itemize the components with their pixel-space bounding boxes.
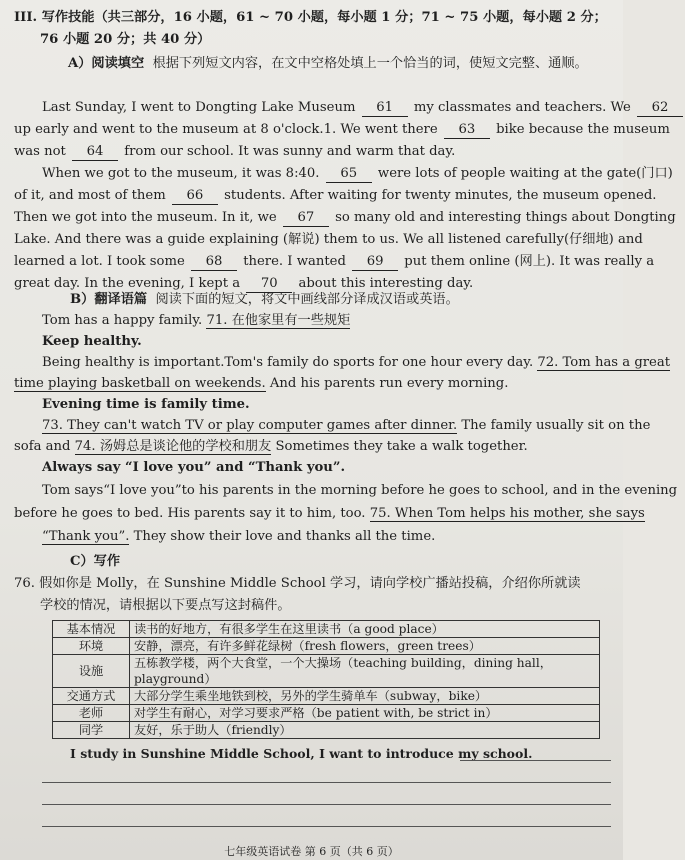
- part-c-question-line2: 学校的情况，请根据以下要点写这封稿件。: [40, 598, 291, 613]
- page-footer: 七年级英语试卷 第 6 页（共 6 页）: [224, 845, 399, 858]
- part-b-line4: 73. They can't watch TV or play computer games after dinner. The family usually sit on the: [42, 418, 651, 433]
- answer-blank[interactable]: 61: [362, 100, 408, 117]
- passage-text: When we got to the museum, it was 8:40.: [42, 166, 320, 181]
- row-value-text: 友好，乐于助人（friendly）: [134, 723, 292, 737]
- passage-text: of it, and most of them: [14, 188, 166, 203]
- row-value-text: 读书的好地方，有很多学生在这里读书（a good place）: [134, 622, 444, 636]
- passage-text: my classmates and teachers. We: [413, 100, 631, 115]
- table-row: [53, 705, 600, 722]
- row-value-text: 安静，漂亮，有许多鲜花绿树（fresh flowers，green trees）: [134, 639, 481, 653]
- table-row: [53, 655, 600, 688]
- part-b-line1: Tom has a happy family. 71. 在他家里有一些规矩: [42, 313, 351, 328]
- row-key: 基本情况: [53, 621, 130, 638]
- passage-text: so many old and interesting things about Dongting: [335, 210, 676, 225]
- row-key: 环境: [53, 638, 130, 655]
- part-b-line8: “Thank you”. They show their love and thanks all the time.: [42, 529, 436, 544]
- passage-text: were lots of people waiting at the gate(门口): [377, 166, 673, 181]
- row-value: [130, 722, 600, 739]
- part-a-title: A）阅读填空: [68, 56, 145, 71]
- blank-71: 71. 在他家里有一些规矩: [206, 313, 351, 328]
- passage-text: up early and went to the museum at 8 o'clock.1. We went there: [14, 122, 438, 137]
- blank-74: 74. 汤姆总是谈论他的学校和朋友: [74, 439, 272, 454]
- answer-blank[interactable]: 68: [191, 254, 237, 271]
- blank-73: 73. They can't watch TV or play computer games after dinner.: [42, 418, 458, 433]
- row-value: [130, 621, 600, 638]
- heading-keep-healthy: Keep healthy.: [42, 334, 142, 349]
- passage-text: students. After waiting for twenty minutes, the museum opened.: [224, 188, 657, 203]
- part-a-line: [14, 208, 676, 228]
- passage-text: learned a lot. I took some: [14, 254, 185, 269]
- writing-line[interactable]: [42, 782, 611, 783]
- passage-text: Lake. And there was a guide explaining (解说) them to us. We all listened carefully(仔细地) and: [14, 232, 643, 247]
- part-a-line: [14, 252, 655, 272]
- part-a-line: [42, 98, 669, 118]
- part-a-line: [14, 120, 670, 140]
- row-value-text: playground）: [134, 672, 217, 686]
- row-value-text: 大部分学生乘坐地铁到校，另外的学生骑单车（subway，bike）: [134, 689, 488, 703]
- part-b-line2: Being healthy is important.Tom's family do sports for one hour every day. 72. Tom has a great: [42, 355, 671, 370]
- passage-text: Last Sunday, I went to Dongting Lake Museum: [42, 100, 356, 115]
- answer-blank[interactable]: 69: [352, 254, 398, 271]
- answer-blank[interactable]: 62: [637, 100, 683, 117]
- part-c-title: C）写作: [70, 554, 121, 569]
- row-value-text: 对学生有耐心，对学习要求严格（be patient with, be strict in）: [134, 706, 498, 720]
- part-b-heading: [70, 290, 615, 310]
- row-key: 交通方式: [53, 688, 130, 705]
- section-header-line2: 76 小题 20 分；共 40 分）: [40, 32, 211, 47]
- passage-text: Then we got into the museum. In it, we: [14, 210, 277, 225]
- row-key: 设施: [53, 655, 130, 688]
- part-b-line5: sofa and 74. 汤姆总是谈论他的学校和朋友 Sometimes they take a walk together.: [14, 439, 528, 454]
- row-key: 老师: [53, 705, 130, 722]
- answer-blank[interactable]: 65: [326, 166, 372, 183]
- table-row: [53, 638, 600, 655]
- passage-text: great day. In the evening, I kept a: [14, 276, 241, 291]
- passage-text: was not: [14, 144, 66, 159]
- answer-blank[interactable]: 63: [444, 122, 490, 139]
- row-key: 同学: [53, 722, 130, 739]
- writing-opening-sentence: I study in Sunshine Middle School, I want to introduce my school.: [70, 746, 533, 761]
- heading-say-love: Always say “I love you” and “Thank you”.: [42, 460, 346, 475]
- part-a-line: [14, 186, 657, 206]
- row-value: [130, 638, 600, 655]
- row-value: [130, 655, 600, 688]
- heading-family-time: Evening time is family time.: [42, 397, 250, 412]
- blank-75: 75. When Tom helps his mother, she says: [369, 506, 645, 521]
- part-a-line: [14, 142, 615, 162]
- part-b-line6: Tom says“I love you”to his parents in the morning before he goes to school, and in the evening: [42, 483, 678, 498]
- row-value-text: 五栋教学楼，两个大食堂，一个大操场（teaching building，dining hall，: [134, 656, 552, 670]
- passage-text: about this interesting day.: [298, 276, 474, 291]
- writing-line[interactable]: [42, 826, 611, 827]
- part-b-title: B）翻译语篇: [70, 292, 148, 307]
- part-a-line: [14, 230, 643, 250]
- table-row: [53, 722, 600, 739]
- section-header-line1: III. 写作技能（共三部分，16 小题，61 ~ 70 小题，每小题 1 分；71 ~ 75 小题，每小题 2 分；: [14, 10, 607, 25]
- part-c-question-line1: 76. 假如你是 Molly，在 Sunshine Middle School 学习，请向学校广播站投稿，介绍你所就读: [14, 576, 581, 591]
- passage-text: there. I wanted: [243, 254, 346, 269]
- passage-text: put them online (网上). It was really a: [404, 254, 655, 269]
- blank-72: 72. Tom has a great: [537, 355, 671, 370]
- writing-line[interactable]: [42, 804, 611, 805]
- part-b-line7: before he goes to bed. His parents say it to him, too. 75. When Tom helps his mother, she says: [14, 506, 645, 521]
- table-row: [53, 688, 600, 705]
- answer-blank[interactable]: 66: [172, 188, 218, 205]
- part-a-instruction: 根据下列短文内容，在文中空格处填上一个恰当的词，使短文完整、通顺。: [152, 56, 588, 71]
- row-value: [130, 688, 600, 705]
- passage-text: from our school. It was sunny and warm that day.: [124, 144, 456, 159]
- table-row: [53, 621, 600, 638]
- part-a-heading: [68, 54, 615, 74]
- requirements-table: [52, 620, 600, 739]
- passage-text: bike because the museum: [496, 122, 670, 137]
- answer-blank[interactable]: 67: [283, 210, 329, 227]
- answer-blank[interactable]: 64: [72, 144, 118, 161]
- part-a-line: [42, 164, 673, 184]
- writing-line[interactable]: [460, 760, 611, 761]
- part-b-line3: time playing basketball on weekends. And his parents run every morning.: [14, 376, 509, 391]
- answer-blank[interactable]: 70: [246, 276, 292, 293]
- row-value: [130, 705, 600, 722]
- part-b-instruction: 阅读下面的短文，将文中画线部分译成汉语或英语。: [155, 292, 459, 307]
